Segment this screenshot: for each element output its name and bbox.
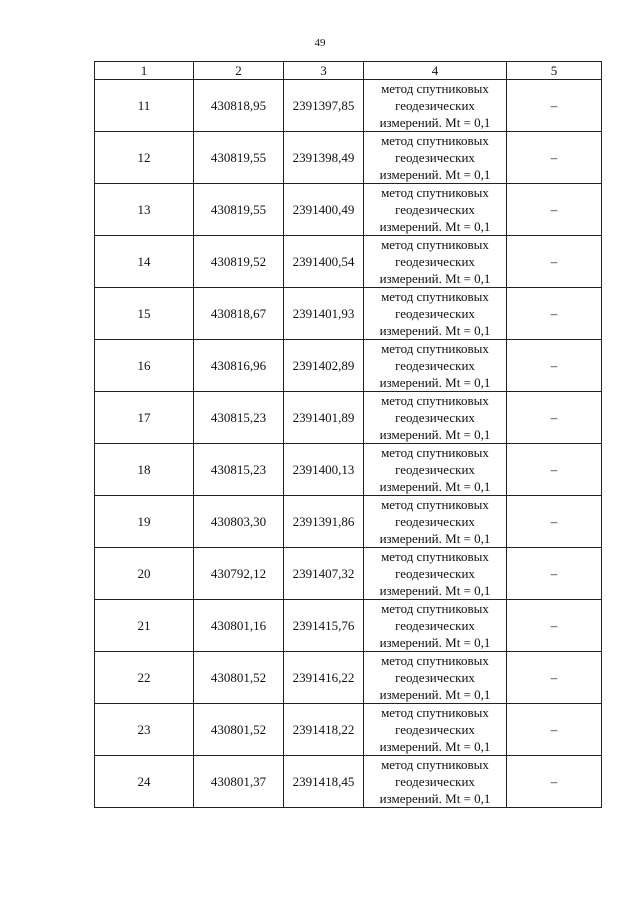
column-5-cell: –	[507, 548, 602, 600]
method-line: метод спутниковых	[381, 341, 489, 356]
method-line: измерений. Mt = 0,1	[379, 583, 491, 598]
method-line: геодезических	[395, 618, 475, 633]
method-description-cell	[364, 444, 507, 496]
point-number-cell: 17	[95, 392, 194, 444]
method-line: метод спутниковых	[381, 705, 489, 720]
method-line: метод спутниковых	[381, 549, 489, 564]
point-number-cell: 23	[95, 704, 194, 756]
y-coordinate-cell: 2391401,89	[284, 392, 364, 444]
point-number-cell: 11	[95, 80, 194, 132]
method-line: метод спутниковых	[381, 757, 489, 772]
method-description-cell	[364, 392, 507, 444]
method-line: измерений. Mt = 0,1	[379, 687, 491, 702]
method-description-cell	[364, 600, 507, 652]
column-5-cell: –	[507, 652, 602, 704]
column-5-cell: –	[507, 392, 602, 444]
method-line: геодезических	[395, 150, 475, 165]
method-line: измерений. Mt = 0,1	[379, 219, 491, 234]
y-coordinate-cell: 2391400,54	[284, 236, 364, 288]
method-line: измерений. Mt = 0,1	[379, 323, 491, 338]
y-coordinate-cell: 2391400,49	[284, 184, 364, 236]
point-number-cell: 15	[95, 288, 194, 340]
method-line: измерений. Mt = 0,1	[379, 167, 491, 182]
method-description-cell	[364, 132, 507, 184]
x-coordinate-cell: 430801,16	[194, 600, 284, 652]
method-line: геодезических	[395, 306, 475, 321]
column-5-cell: –	[507, 756, 602, 808]
method-description-cell	[364, 496, 507, 548]
y-coordinate-cell: 2391402,89	[284, 340, 364, 392]
method-line: измерений. Mt = 0,1	[379, 479, 491, 494]
column-header-3: 3	[284, 62, 364, 80]
point-number-cell: 19	[95, 496, 194, 548]
method-line: геодезических	[395, 774, 475, 789]
column-header-1: 1	[95, 62, 194, 80]
method-line: измерений. Mt = 0,1	[379, 375, 491, 390]
method-line: метод спутниковых	[381, 393, 489, 408]
method-line: измерений. Mt = 0,1	[379, 531, 491, 546]
point-number-cell: 21	[95, 600, 194, 652]
method-line: метод спутниковых	[381, 289, 489, 304]
column-5-cell: –	[507, 496, 602, 548]
x-coordinate-cell: 430803,30	[194, 496, 284, 548]
point-number-cell: 18	[95, 444, 194, 496]
y-coordinate-cell: 2391391,86	[284, 496, 364, 548]
column-header-4: 4	[364, 62, 507, 80]
x-coordinate-cell: 430818,95	[194, 80, 284, 132]
y-coordinate-cell: 2391418,45	[284, 756, 364, 808]
table-row	[95, 704, 602, 756]
method-line: метод спутниковых	[381, 497, 489, 512]
method-line: измерений. Mt = 0,1	[379, 739, 491, 754]
header-row	[95, 62, 602, 80]
method-line: метод спутниковых	[381, 653, 489, 668]
y-coordinate-cell: 2391401,93	[284, 288, 364, 340]
column-header-2: 2	[194, 62, 284, 80]
coordinates-table	[94, 61, 602, 808]
method-line: измерений. Mt = 0,1	[379, 115, 491, 130]
table-row	[95, 288, 602, 340]
column-5-cell: –	[507, 184, 602, 236]
method-line: метод спутниковых	[381, 601, 489, 616]
method-line: геодезических	[395, 722, 475, 737]
y-coordinate-cell: 2391418,22	[284, 704, 364, 756]
column-5-cell: –	[507, 236, 602, 288]
x-coordinate-cell: 430816,96	[194, 340, 284, 392]
column-header-5: 5	[507, 62, 602, 80]
method-description-cell	[364, 548, 507, 600]
method-line: геодезических	[395, 462, 475, 477]
method-line: геодезических	[395, 670, 475, 685]
table-row	[95, 444, 602, 496]
x-coordinate-cell: 430801,52	[194, 704, 284, 756]
method-line: метод спутниковых	[381, 133, 489, 148]
method-line: геодезических	[395, 98, 475, 113]
column-5-cell: –	[507, 600, 602, 652]
x-coordinate-cell: 430792,12	[194, 548, 284, 600]
method-line: метод спутниковых	[381, 237, 489, 252]
method-line: геодезических	[395, 514, 475, 529]
x-coordinate-cell: 430815,23	[194, 392, 284, 444]
method-line: геодезических	[395, 410, 475, 425]
x-coordinate-cell: 430819,55	[194, 184, 284, 236]
x-coordinate-cell: 430801,37	[194, 756, 284, 808]
table-row	[95, 548, 602, 600]
y-coordinate-cell: 2391398,49	[284, 132, 364, 184]
table-header	[95, 62, 602, 80]
method-description-cell	[364, 756, 507, 808]
x-coordinate-cell: 430801,52	[194, 652, 284, 704]
x-coordinate-cell: 430819,55	[194, 132, 284, 184]
method-line: измерений. Mt = 0,1	[379, 271, 491, 286]
column-5-cell: –	[507, 704, 602, 756]
column-5-cell: –	[507, 132, 602, 184]
table-row	[95, 652, 602, 704]
method-line: геодезических	[395, 202, 475, 217]
y-coordinate-cell: 2391397,85	[284, 80, 364, 132]
method-line: геодезических	[395, 566, 475, 581]
table-row	[95, 600, 602, 652]
method-line: геодезических	[395, 358, 475, 373]
method-description-cell	[364, 184, 507, 236]
table-row	[95, 80, 602, 132]
method-description-cell	[364, 704, 507, 756]
point-number-cell: 20	[95, 548, 194, 600]
point-number-cell: 16	[95, 340, 194, 392]
column-5-cell: –	[507, 80, 602, 132]
point-number-cell: 13	[95, 184, 194, 236]
y-coordinate-cell: 2391400,13	[284, 444, 364, 496]
table-row	[95, 756, 602, 808]
column-5-cell: –	[507, 288, 602, 340]
point-number-cell: 24	[95, 756, 194, 808]
table-row	[95, 184, 602, 236]
method-line: геодезических	[395, 254, 475, 269]
method-line: метод спутниковых	[381, 445, 489, 460]
x-coordinate-cell: 430815,23	[194, 444, 284, 496]
x-coordinate-cell: 430819,52	[194, 236, 284, 288]
point-number-cell: 14	[95, 236, 194, 288]
point-number-cell: 22	[95, 652, 194, 704]
column-5-cell: –	[507, 340, 602, 392]
table-row	[95, 340, 602, 392]
method-description-cell	[364, 340, 507, 392]
table-row	[95, 496, 602, 548]
method-description-cell	[364, 80, 507, 132]
y-coordinate-cell: 2391407,32	[284, 548, 364, 600]
method-description-cell	[364, 288, 507, 340]
method-line: измерений. Mt = 0,1	[379, 791, 491, 806]
table-row	[95, 236, 602, 288]
table-row	[95, 132, 602, 184]
x-coordinate-cell: 430818,67	[194, 288, 284, 340]
method-line: метод спутниковых	[381, 81, 489, 96]
method-line: измерений. Mt = 0,1	[379, 635, 491, 650]
table-row	[95, 392, 602, 444]
page-number: 49	[314, 37, 326, 49]
method-description-cell	[364, 236, 507, 288]
y-coordinate-cell: 2391415,76	[284, 600, 364, 652]
point-number-cell: 12	[95, 132, 194, 184]
column-5-cell: –	[507, 444, 602, 496]
method-description-cell	[364, 652, 507, 704]
method-line: измерений. Mt = 0,1	[379, 427, 491, 442]
table-body	[95, 80, 602, 808]
method-line: метод спутниковых	[381, 185, 489, 200]
y-coordinate-cell: 2391416,22	[284, 652, 364, 704]
